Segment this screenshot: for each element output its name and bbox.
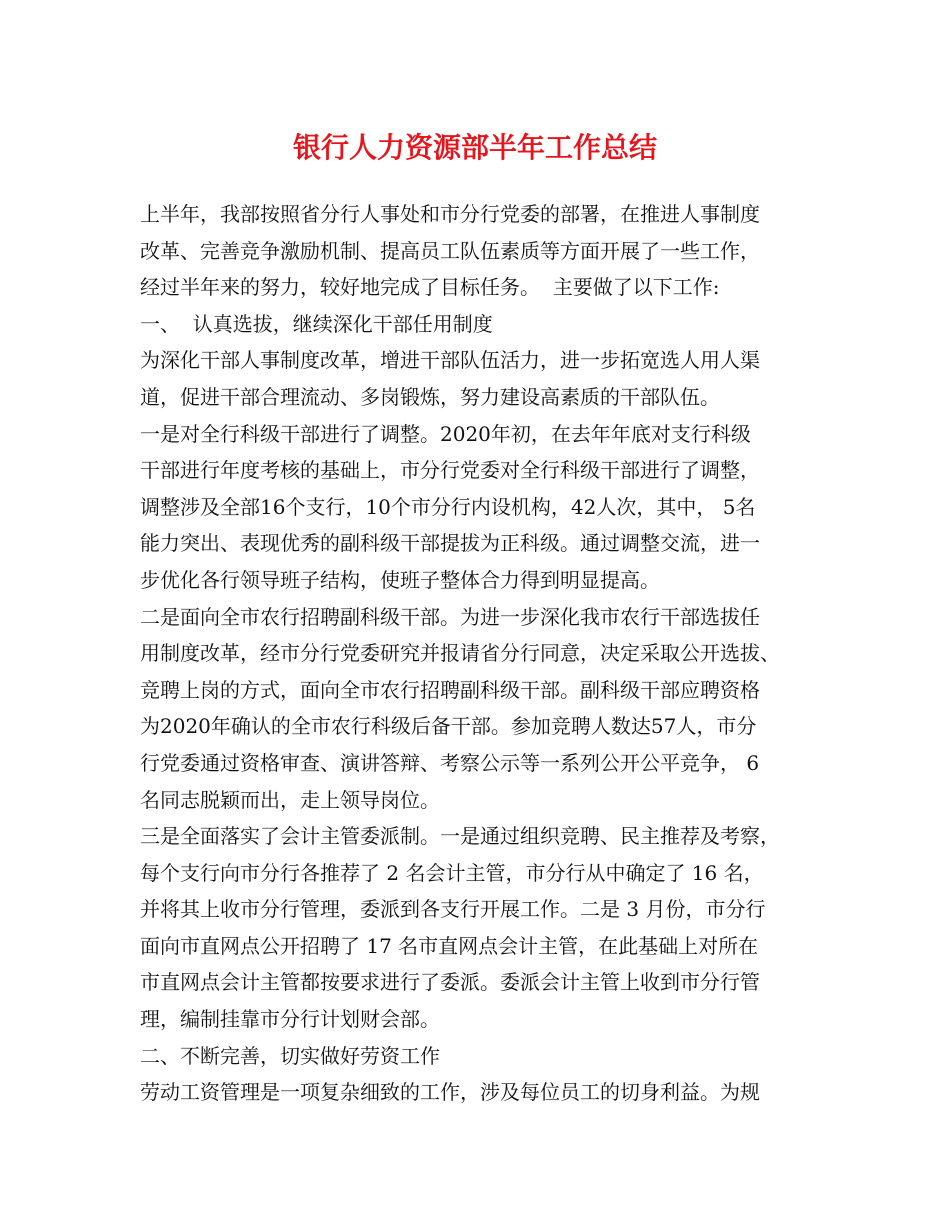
document-title: 银行人力资源部半年工作总结 (292, 131, 657, 164)
section-heading-2: 二、不断完善，切实做好劳资工作 (140, 1043, 440, 1068)
body-line: 经过半年来的努力，较好地完成了目标任务。 主要做了以下工作: (140, 275, 720, 300)
body-line: 一是对全行科级干部进行了调整。2020年初，在去年年底对支行科级 (140, 421, 751, 446)
body-line: 竞聘上岗的方式，面向全市农行招聘副科级干部。副科级干部应聘资格 (140, 677, 760, 702)
body-line: 用制度改革，经市分行党委研究并报请省分行同意，决定采取公开选拔、 (140, 641, 780, 666)
body-line: 调整涉及全部16个支行，10个市分行内设机构，42人次，其中， 5名 (140, 494, 756, 519)
body-line: 能力突出、表现优秀的副科级干部提拔为正科级。通过调整交流，进一 (140, 531, 760, 556)
body-line: 道，促进干部合理流动、多岗锻炼，努力建设高素质的干部队伍。 (140, 384, 720, 409)
body-line: 劳动工资管理是一项复杂细致的工作，涉及每位员工的切身利益。为规 (140, 1080, 760, 1105)
body-line: 行党委通过资格审查、演讲答辩、考察公示等一系列公开公平竞争， 6 (140, 750, 760, 775)
body-line: 步优化各行领导班子结构，使班子整体合力得到明显提高。 (140, 567, 660, 592)
document-body (140, 196, 830, 1111)
body-line: 为2020年确认的全市农行科级后备干部。参加竞聘人数达57人，市分 (140, 714, 757, 739)
body-line: 并将其上收市分行管理，委派到各支行开展工作。二是 3 月份，市分行 (140, 897, 766, 922)
body-line: 市直网点会计主管都按要求进行了委派。委派会计主管上收到市分行管 (140, 970, 760, 995)
body-line: 三是全面落实了会计主管委派制。一是通过组织竞聘、民主推荐及考察， (140, 824, 780, 849)
body-line: 干部进行年度考核的基础上，市分行党委对全行科级干部进行了调整， (140, 458, 760, 483)
body-line: 面向市直网点公开招聘了 17 名市直网点会计主管，在此基础上对所在 (140, 933, 759, 958)
body-line: 改革、完善竞争激励机制、提高员工队伍素质等方面开展了一些工作， (140, 238, 760, 263)
body-line: 二是面向全市农行招聘副科级干部。为进一步深化我市农行干部选拔任 (140, 604, 760, 629)
body-line: 每个支行向市分行各推荐了 2 名会计主管，市分行从中确定了 16 名， (140, 860, 764, 885)
body-line: 理，编制挂靠市分行计划财会部。 (140, 1007, 440, 1032)
body-line: 为深化干部人事制度改革，增进干部队伍活力，进一步拓宽选人用人渠 (140, 348, 760, 373)
section-heading-1: 一、 认真选拔，继续深化干部任用制度 (140, 311, 493, 336)
body-line: 上半年，我部按照省分行人事处和市分行党委的部署，在推进人事制度 (140, 202, 760, 226)
body-line: 名同志脱颖而出，走上领导岗位。 (140, 787, 440, 812)
